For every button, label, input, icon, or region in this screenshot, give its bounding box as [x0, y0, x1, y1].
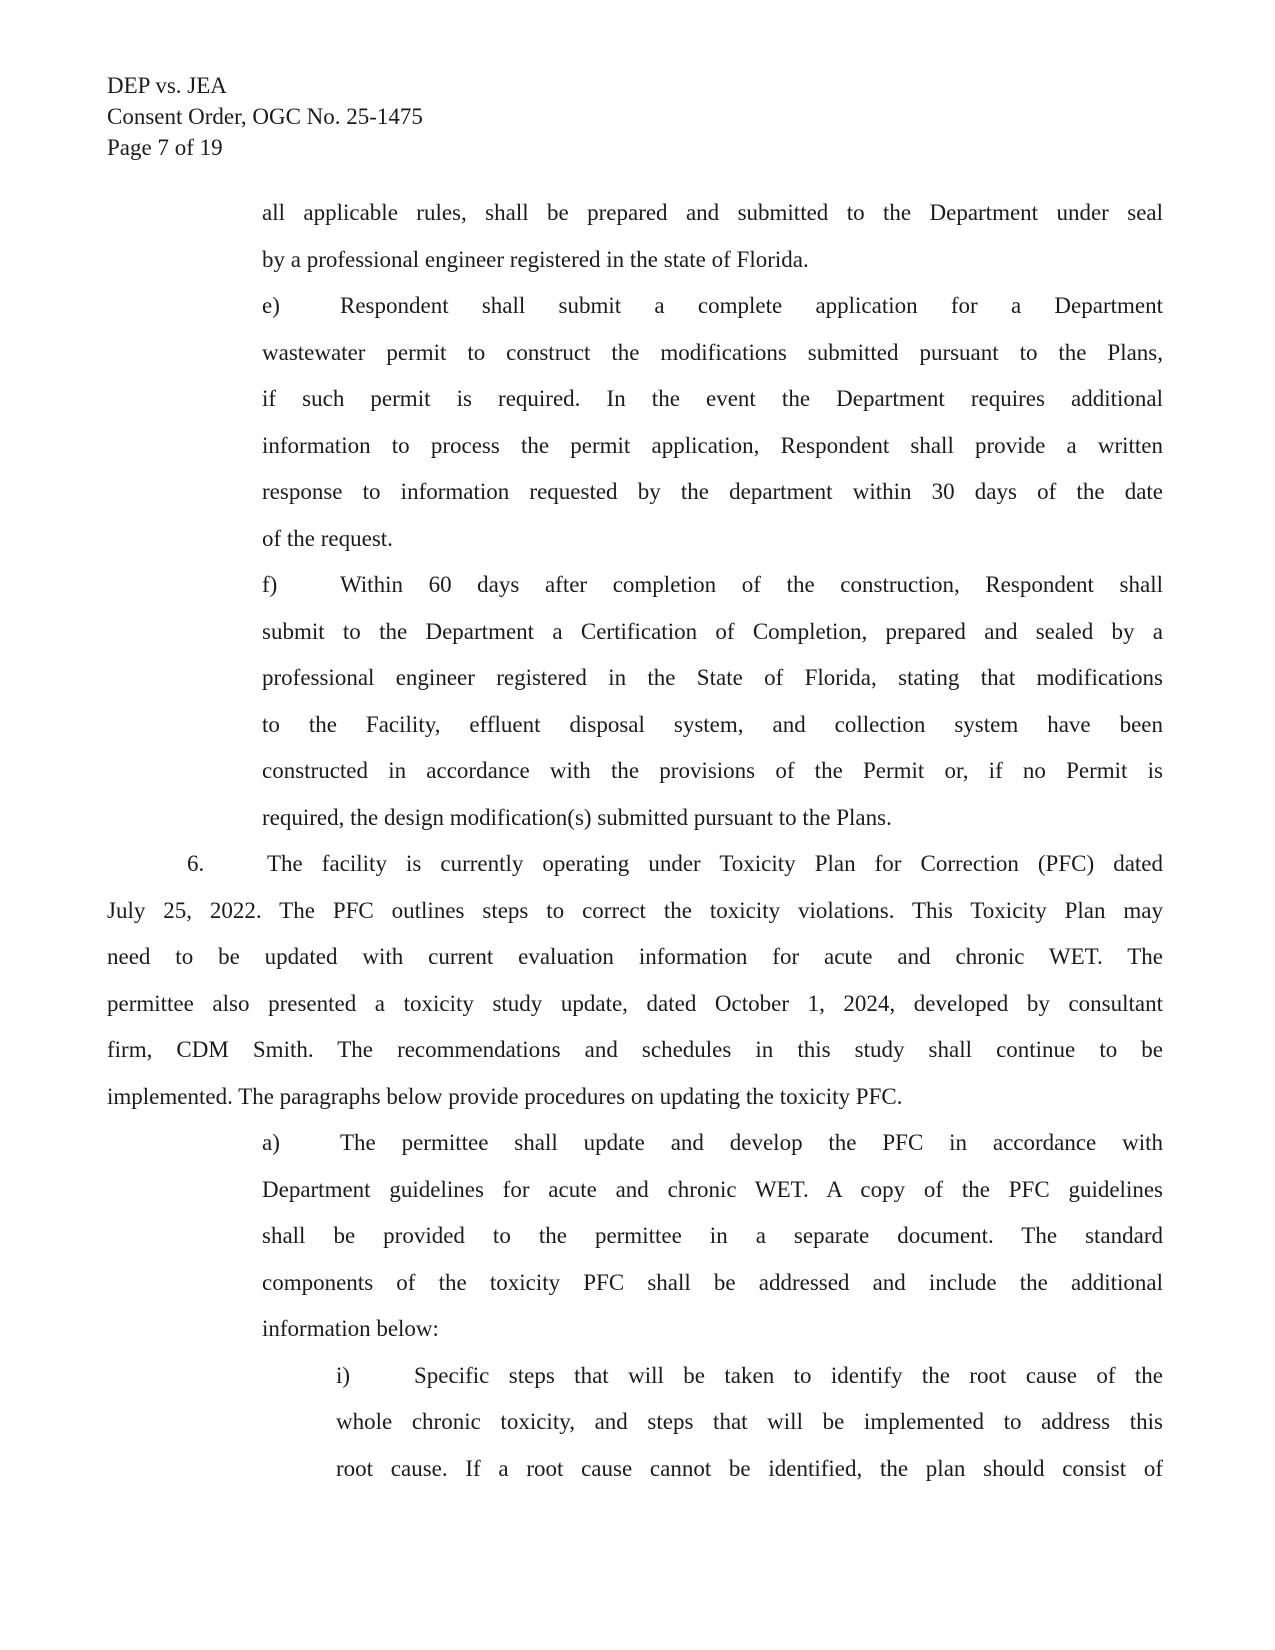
- text-line: firm, CDM Smith. The recommendations and schedules in this study shall continue to be: [107, 1037, 1163, 1062]
- text-line: root cause. If a root cause cannot be identified, the plan should consist of: [336, 1455, 1163, 1481]
- subitem-i: [336, 1353, 1163, 1493]
- text-line: components of the toxicity PFC shall be addressed and include the additional: [262, 1269, 1163, 1295]
- text-line: implemented. The paragraphs below provide procedures on updating the toxicity PFC.: [107, 1083, 903, 1109]
- paragraph-label: f): [262, 572, 278, 597]
- text-line: permittee also presented a toxicity study update, dated October 1, 2024, developed by consultant: [107, 990, 1163, 1016]
- subparagraph-d-continuation: [262, 190, 1163, 283]
- text-line: [262, 283, 1163, 330]
- text-line: information to process the permit application, Respondent shall provide a written: [262, 432, 1163, 458]
- text-line: to the Facility, effluent disposal system, and collection system have been: [262, 711, 1163, 737]
- subparagraph-a: [262, 1120, 1163, 1353]
- text-line: information below:: [262, 1316, 439, 1341]
- line-text: Within 60 days after completion of the construction, Respondent shall: [340, 572, 1163, 597]
- header-case-line: DEP vs. JEA: [107, 73, 227, 98]
- paragraph-label: i): [336, 1362, 351, 1388]
- paragraph-6: [107, 841, 1163, 1120]
- text-line: professional engineer registered in the State of Florida, stating that modifications: [262, 665, 1163, 690]
- line-text: The permittee shall update and develop the PFC in accordance with: [340, 1130, 1163, 1155]
- text-line: response to information requested by the department within 30 days of the date: [262, 479, 1163, 504]
- text-line: wastewater permit to construct the modifications submitted pursuant to the Plans,: [262, 339, 1163, 365]
- line-text: Respondent shall submit a complete application for a Department: [340, 293, 1163, 318]
- text-line: submit to the Department a Certification of Completion, prepared and sealed by a: [262, 618, 1163, 644]
- subparagraph-f: [262, 562, 1163, 841]
- text-line: [262, 562, 1163, 609]
- text-line: constructed in accordance with the provisions of the Permit or, if no Permit is: [262, 758, 1163, 783]
- document-body: [107, 190, 1163, 1492]
- text-line: required, the design modification(s) submitted pursuant to the Plans.: [262, 804, 892, 830]
- text-line: [107, 841, 1163, 888]
- paragraph-label: a): [262, 1130, 280, 1155]
- header-order-line: Consent Order, OGC No. 25-1475: [107, 104, 423, 129]
- text-line: all applicable rules, shall be prepared and submitted to the Department under seal: [262, 200, 1163, 225]
- text-line: [262, 1120, 1163, 1167]
- line-text: Specific steps that will be taken to identify the root cause of the: [414, 1362, 1163, 1388]
- text-line: [336, 1353, 1163, 1400]
- line-text: The facility is currently operating under Toxicity Plan for Correction (PFC) dated: [267, 851, 1163, 876]
- text-line: Department guidelines for acute and chronic WET. A copy of the PFC guidelines: [262, 1176, 1163, 1202]
- text-line: need to be updated with current evaluation information for acute and chronic WET. The: [107, 944, 1163, 969]
- text-line: shall be provided to the permittee in a separate document. The standard: [262, 1223, 1163, 1248]
- paragraph-label: e): [262, 293, 280, 318]
- text-line: whole chronic toxicity, and steps that will be implemented to address this: [336, 1409, 1163, 1434]
- paragraph-label: 6.: [187, 851, 205, 876]
- subparagraph-e: [262, 283, 1163, 562]
- text-line: July 25, 2022. The PFC outlines steps to correct the toxicity violations. This Toxicity Plan may: [107, 897, 1163, 923]
- page-header: [107, 70, 807, 163]
- text-line: if such permit is required. In the event the Department requires additional: [262, 386, 1163, 411]
- text-line: of the request.: [262, 525, 393, 551]
- text-line: by a professional engineer registered in the state of Florida.: [262, 246, 809, 272]
- header-page-line: Page 7 of 19: [107, 135, 223, 160]
